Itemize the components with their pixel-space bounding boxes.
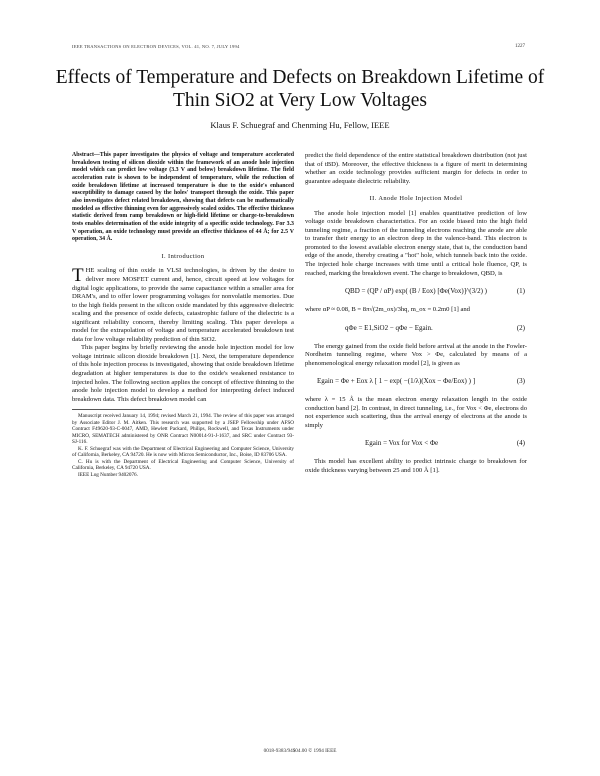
model-paragraph-1: The anode hole injection model [1] enables quantitative prediction of low voltage oxide breakdown characteristics. For an oxide biased into the high field tunneling regime, a fraction of the tunneling electrons reaching the anode are able to transfer their energy to an electron deep in the valence-band. This electron is promoted to the lowest available electron energy state, that is, the conduction band edge of the anode, thereby creating a "hot" hole, which tunnels back into the oxide. The injected hole charge increases with time until a critical hole fluence, QP, is reached, marking the breakdown event. The charge to breakdown, QBD, is [305, 209, 527, 277]
intro-paragraph-1-text: HE scaling of thin oxide in VLSI technologies, is driven by the desire to deliver more MOSFET current and, hence, circuit speed at low voltages for digital logic applications, to provide the same capacitance within a smaller area for DRAM's, and to offer lower programming voltages for nonvolatile memories. Due to the high fields present in the silicon oxide mandated by this aggressive dielectric scaling and the presence of oxide defects, catastrophic failure of the dielectric is a significant reliability concern, thereby limiting scaling. This paper develops a model for the extrapolation of voltage and temperature accelerated breakdown test data for low voltage reliability prediction of thin SiO2. [72, 267, 294, 343]
left-column [72, 152, 294, 478]
intro-paragraph-2: This paper begins by briefly reviewing the anode hole injection model for low voltage intrinsic silicon dioxide breakdown [1]. Next, the temperature dependence of this hole injection process is investigated, showing that oxide breakdown lifetime degradation at higher temperatures is due to the oxide's weakened resistance to injected holes. The following section applies the concept of effective thinning to the anode hole injection model to develop a method for interpreting defect induced breakdown data. This defect breakdown model can [72, 344, 294, 403]
footnote-1: Manuscript received January 14, 1994; revised March 21, 1994. The review of this paper was arranged by Associate Editor J. M. Aitken. This research was supported by a JSEP Fellowship under AFSO Contract F49620-93-C-0047, AMD, Hewlett Packard, Philips, Rockwell, and Texas Instruments under MICRO, SEMATECH administered by ONR Contract N00014-91-J-1637, and SRC under Contract 93-SJ-116. [72, 413, 294, 446]
model-paragraph-4: This model has excellent ability to predict intrinsic charge to breakdown for oxide thickness varying between 25 and 100 Å [1]. [305, 458, 527, 475]
equation-3 [305, 372, 527, 392]
right-column [305, 152, 527, 476]
equation-1-body: QBD = (QP / αP) exp( (B / Eox) [Φe(Vox)]^(3/2) ) [345, 287, 487, 296]
equation-1-where: where αP ≈ 0.08, B = 8π√(2m_ox)/3hq, m_ox = 0.2m0 [1] and [305, 306, 470, 314]
equation-2 [305, 319, 527, 339]
intro-paragraph-1 [72, 267, 294, 344]
footnote-2: K. F. Schuegraf was with the Department of Electrical Engineering and Computer Science, University of California, Berkeley, CA 94720. He is now with Micron Semiconductor, Inc., Boise, ID 83706 USA. [72, 445, 294, 459]
paper-title: Effects of Temperature and Defects on Breakdown Lifetime of Thin SiO2 at Very Low Voltages [55, 67, 545, 111]
drop-cap: T [72, 265, 84, 287]
section-heading-introduction: I. Introduction [161, 252, 205, 260]
equation-2-body: qΦe = E1,SiO2 − qΦe − Egain. [345, 323, 433, 332]
page-number: 1227 [515, 44, 525, 49]
equation-4-body: Egain = Vox for Vox < Φe [365, 439, 439, 448]
running-head: IEEE TRANSACTIONS ON ELECTRON DEVICES, VOL. 41, NO. 7, JULY 1994 [72, 44, 240, 49]
equation-4-number: (4) [516, 439, 525, 448]
model-paragraph-2: The energy gained from the oxide field before arrival at the anode in the Fowler-Nordheim tunneling regime, where Vox > Φe, calculated by means of a phenomenological energy relaxation model [2], is given as [305, 342, 527, 367]
equation-3-body: Egain = Φe + Eox λ [ 1 − exp( −(1/λ)(Xox − Φe/Eox) ) ] [317, 377, 476, 386]
equation-4 [305, 434, 527, 454]
equation-2-number: (2) [516, 323, 525, 332]
paper-authors: Klaus F. Schuegraf and Chenming Hu, Fellow, IEEE [210, 120, 390, 130]
section-heading-anode-hole-injection: II. Anode Hole Injection Model [369, 195, 463, 203]
copyright-line: 0018-9383/94$04.00 © 1994 IEEE [263, 748, 337, 754]
right-paragraph-1: predict the field dependence of the entire statistical breakdown distribution (not just that of tBD). Moreover, the effective thickness is a figure of merit in determining whether an oxide technology provides sufficient margin for defects in order to guarantee adequate dielectric reliability. [305, 152, 527, 185]
model-paragraph-3: where λ = 15 Å is the mean electron energy relaxation length in the oxide conduction band [2]. In contrast, in direct tunneling, i.e., for Vox < Φe, electrons do not experience such scattering, thus the arrival energy of electrons at the anode is simply [305, 396, 527, 429]
footnote-3: C. Hu is with the Department of Electrical Engineering and Computer Science, University of California, Berkeley, CA 94720 USA. [72, 458, 294, 472]
footnote-4: IEEE Log Number 9402076. [78, 471, 138, 478]
equation-1-number: (1) [516, 287, 525, 296]
abstract: Abstract—This paper investigates the physics of voltage and temperature accelerated breakdown testing of silicon dioxide within the framework of an anode hole injection model which can predict low voltage (3.3 V and below) breakdown lifetime. The field acceleration rate is shown to be independent of temperature, while the reduction of oxide breakdown lifetime at increased temperature is due to the oxide's enhanced susceptibility to damage caused by the holes' transport through the oxide. This paper also investigates defect related breakdown, showing that defects can be mathematically modeled as effective thinning even for aggressively scaled oxides. The effective thickness statistic derived from ramp breakdown or high-field lifetime or charge-to-breakdown tests enables determination of the oxide integrity of a specific oxide technology. For 3.3 V operation, an oxide technology must provide an effective thickness of 44 Å; for 2.5 V operation, 34 Å. [72, 152, 294, 243]
equation-1 [305, 282, 527, 302]
equation-3-number: (3) [516, 377, 525, 386]
